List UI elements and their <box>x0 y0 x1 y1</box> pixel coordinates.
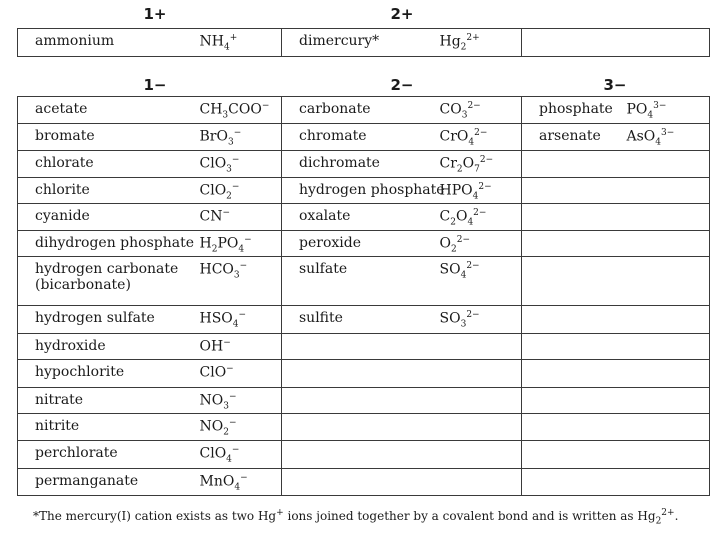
anion-formula-dichromate <box>440 151 522 178</box>
anion-formula-chlorate <box>200 151 282 178</box>
empty-cell <box>522 178 710 204</box>
ion-name: phosphate <box>539 101 613 117</box>
ion-name: nitrite <box>35 418 80 434</box>
empty-cell <box>282 388 440 414</box>
anion-name-chlorite <box>18 178 200 204</box>
anion-name-nitrate <box>18 388 200 414</box>
empty-cell <box>282 441 440 469</box>
anion-formula-hydroxide <box>200 334 282 360</box>
anion-formula-chromate <box>440 124 522 151</box>
header-3minus: 3− <box>603 76 627 94</box>
ion-formula: $HPO_4^{2-}$ <box>439 182 492 202</box>
empty-cell <box>440 469 522 496</box>
ion-formula: $SO_3^{2-}$ <box>439 310 480 330</box>
ion-formula: $HCO_3^-$ <box>199 261 248 281</box>
anion-name-dichromate <box>282 151 440 178</box>
ion-name: chromate <box>299 128 367 144</box>
anion-formula-carbonate <box>440 97 522 124</box>
anion-name-sulfate <box>282 257 440 306</box>
anion-formula-cyanide <box>200 204 282 231</box>
anion-formula-nitrate <box>200 388 282 414</box>
anion-name-arsenate <box>522 124 627 151</box>
ion-name: hydrogen sulfate <box>35 310 155 326</box>
anion-formula-phosphate <box>627 97 710 124</box>
cation-name-dimercury: dimercury* <box>282 29 440 57</box>
table-row <box>18 178 710 204</box>
anion-name-permanganate <box>18 469 200 496</box>
table-row <box>18 231 710 257</box>
ion-formula: $SO_4^{2-}$ <box>439 261 480 281</box>
anion-formula-acetate <box>200 97 282 124</box>
anion-formula-nitrite <box>200 414 282 441</box>
ion-formula: $PO_4^{3-}$ <box>626 101 667 121</box>
empty-cell <box>522 388 710 414</box>
ion-name: arsenate <box>539 128 601 144</box>
ion-name: carbonate <box>299 101 371 117</box>
ion-name: sulfite <box>299 310 343 326</box>
anion-name-hydrogen-carbonate <box>18 257 200 306</box>
ion-formula: ClO$_2$− <box>199 182 240 202</box>
ion-name: peroxide <box>299 235 361 251</box>
anion-name-hydrogen-phosphate <box>282 178 445 204</box>
cation-formula-dimercury: $Hg_2^{2+}$ <box>440 29 522 57</box>
ion-formula: CN− <box>199 208 231 225</box>
cation-name-ammonium: ammonium <box>18 29 200 57</box>
header-1minus: 1− <box>143 76 167 94</box>
cation-formula-ammonium: $NH_4^+$ <box>200 29 282 57</box>
empty-cell <box>440 441 522 469</box>
empty-cell <box>282 334 440 360</box>
ion-formula: CrO$_4^{2-}$ <box>439 128 488 148</box>
ion-name: acetate <box>35 101 88 117</box>
anion-name-cyanide <box>18 204 200 231</box>
ion-formula: $NO_2^-$ <box>199 418 237 438</box>
table-row <box>18 334 710 360</box>
ion-formula: $HSO_4^-$ <box>199 310 247 330</box>
header-1plus: 1+ <box>143 5 167 23</box>
anion-formula-sulfite <box>440 306 522 334</box>
ion-name: permanganate <box>35 473 139 489</box>
anion-formula-arsenate <box>627 124 710 151</box>
ion-name: chlorite <box>35 182 90 198</box>
anion-formula-hydrogen-phosphate <box>440 178 522 204</box>
anion-name-bromate <box>18 124 200 151</box>
anion-formula-permanganate <box>200 469 282 496</box>
anion-formula-peroxide <box>440 231 522 257</box>
table-row <box>18 360 710 388</box>
anion-name-hydrogen-sulfate <box>18 306 200 334</box>
anion-name-sulfite <box>282 306 440 334</box>
empty-cell <box>522 231 710 257</box>
empty-cell <box>522 204 710 231</box>
anion-name-chlorate <box>18 151 200 178</box>
empty-cell <box>522 469 710 496</box>
ion-formula: $Cr_2O_7^{2-}$ <box>439 155 494 175</box>
anion-formula-sulfate <box>440 257 522 306</box>
ion-name: perchlorate <box>35 445 118 461</box>
empty-cell <box>440 414 522 441</box>
table-row <box>18 306 710 334</box>
ion-formula: ClO$_4$− <box>199 445 240 465</box>
anion-name-dihydrogen-phosphate <box>18 231 200 257</box>
table-row <box>18 124 710 151</box>
ion-name: chlorate <box>35 155 94 171</box>
empty-cell <box>522 360 710 388</box>
cation-table <box>17 28 710 57</box>
ion-name: bromate <box>35 128 95 144</box>
ion-name: dichromate <box>299 155 380 171</box>
anion-name-chromate <box>282 124 440 151</box>
footnote: *The mercury(I) cation exists as two Hg+ ions joined together by a covalent bond and is written as $Hg_2^{2+}$. <box>33 508 679 527</box>
empty-cell <box>522 29 710 57</box>
anion-name-hydroxide <box>18 334 200 360</box>
table-row <box>18 97 710 124</box>
empty-cell <box>522 306 710 334</box>
ion-name: oxalate <box>299 208 351 224</box>
anion-name-carbonate <box>282 97 440 124</box>
anion-formula-hydrogen-carbonate <box>200 257 282 306</box>
table-row <box>18 204 710 231</box>
table-row <box>18 469 710 496</box>
table-row <box>18 388 710 414</box>
ion-formula: $O_2^{2-}$ <box>439 235 470 255</box>
ion-name: hypochlorite <box>35 364 125 380</box>
ion-name: hydrogen carbonate (bicarbonate) <box>35 261 179 293</box>
empty-cell <box>282 360 440 388</box>
ion-name: sulfate <box>299 261 348 277</box>
ion-formula: $C_2O_4^{2-}$ <box>439 208 487 228</box>
ion-formula: ClO$_3$− <box>199 155 240 175</box>
anion-formula-dihydrogen-phosphate <box>200 231 282 257</box>
anion-formula-oxalate <box>440 204 522 231</box>
empty-cell <box>282 469 440 496</box>
empty-cell <box>282 414 440 441</box>
ion-name: hydroxide <box>35 338 106 354</box>
ion-formula: MnO$_4$− <box>199 473 248 493</box>
table-row <box>18 151 710 178</box>
ion-name: cyanide <box>35 208 90 224</box>
empty-cell <box>522 257 710 306</box>
anion-table <box>17 96 710 496</box>
anion-name-nitrite <box>18 414 200 441</box>
empty-cell <box>440 334 522 360</box>
ion-formula: AsO$_4^{3-}$ <box>626 128 675 148</box>
anion-formula-chlorite <box>200 178 282 204</box>
empty-cell <box>522 414 710 441</box>
ion-name: dihydrogen phosphate <box>35 235 194 251</box>
header-2plus: 2+ <box>390 5 414 23</box>
ion-formula: $CO_3^{2-}$ <box>439 101 481 121</box>
anion-formula-bromate <box>200 124 282 151</box>
table-row <box>18 257 710 306</box>
ion-formula: BrO$_3$− <box>199 128 242 148</box>
anion-formula-hypochlorite <box>200 360 282 388</box>
ion-name: nitrate <box>35 392 84 408</box>
anion-name-phosphate <box>522 97 627 124</box>
anion-formula-perchlorate <box>200 441 282 469</box>
ion-formula: $CH_3COO^-$ <box>199 101 270 121</box>
anion-name-perchlorate <box>18 441 200 469</box>
ion-formula: $H_2PO_4^-$ <box>199 235 252 255</box>
anion-name-acetate <box>18 97 200 124</box>
ion-formula: ClO− <box>199 364 234 381</box>
anion-name-hypochlorite <box>18 360 200 388</box>
anion-name-peroxide <box>282 231 440 257</box>
ion-formula: $NO_3^-$ <box>199 392 237 412</box>
anion-formula-hydrogen-sulfate <box>200 306 282 334</box>
table-row <box>18 441 710 469</box>
empty-cell <box>522 151 710 178</box>
empty-cell <box>440 360 522 388</box>
header-2minus: 2− <box>390 76 414 94</box>
table-row <box>18 414 710 441</box>
empty-cell <box>522 441 710 469</box>
anion-name-oxalate <box>282 204 440 231</box>
ion-name: hydrogen phosphate <box>299 182 445 198</box>
empty-cell <box>440 388 522 414</box>
ion-formula: OH− <box>199 338 231 355</box>
empty-cell <box>522 334 710 360</box>
